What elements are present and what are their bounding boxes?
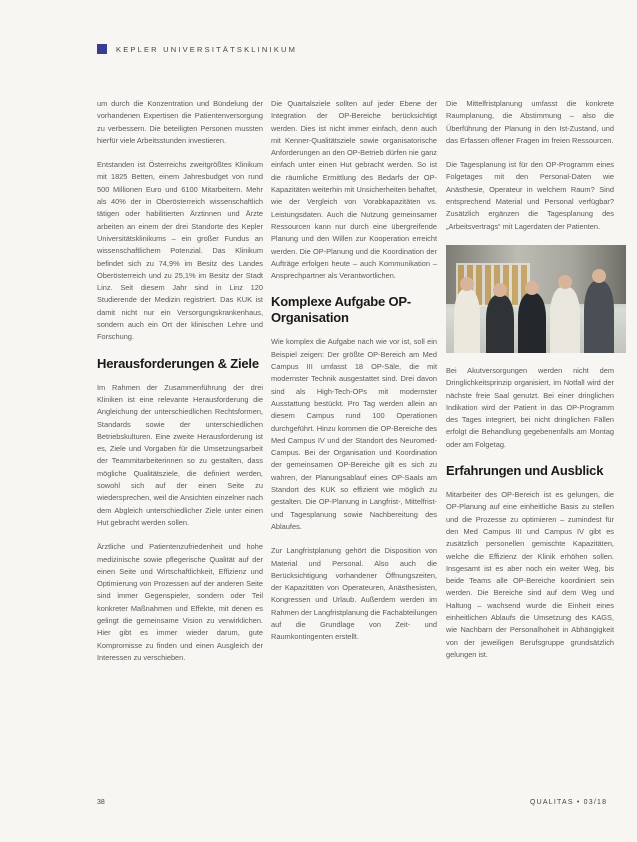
page-number: 38 (97, 799, 105, 806)
brand-square-icon (97, 44, 107, 54)
subheading: Komplexe Aufgabe OP-Organisation (271, 294, 411, 326)
column-1 (97, 98, 263, 676)
paragraph: Die Mittelfristplanung umfasst die konkrete Raumplanung, die Abstimmung – also die Überführung der Planung in den Ist-Zustand, und das Erfassen offener Fragen im freien Ressourcen. (446, 99, 614, 145)
paragraph: um durch die Konzentration und Bündelung der vorhandenen Expertisen die Patientenversorgung zu verbessern. Die beteiligten Personen mussten hierfür viele Arbeitsstunden investieren. (97, 99, 263, 145)
paragraph: Die Quartalsziele sollten auf jeder Ebene der Integration der OP-Bereiche berücksichtigt werden. Dies ist nicht immer einfach, denn auch mit Kenner-Qualitätsziele sowie organisatorische Anforderungen an den OP-Betrieb dürfen nie ganz einfach unter einen Hut gebracht werden. So ist die räumliche Ermittlung des Bedarfs der OP-Kapazitäten weiterhin mit Unsicherheiten behaftet, wie der Vergleich von Vorabkapazitäten vs. Leistungsdaten. Auch die Nutzung gemeinsamer Ressourcen kann nur durch eine übergreifende Planung und den Willen zur Kooperation erreicht werden. Die OP-Planung und die Koordination der Aufträge erfolgen heute – auch Kommunikation – Ansprechpartner als Verantwortlichen. (271, 99, 437, 281)
paragraph: Zur Langfristplanung gehört die Disposition von Material und Personal. Also auch die Berücksichtigung vorhandener Öffnungszeiten, der Kapazitäten von Operateuren, Anästhesisten, Kongressen und Urlaub. Außerdem werden im Rahmen der Langfristplanung die Fachabteilungen auf die Grundlage von Zeit- und Raumkontingenten erstellt. (271, 546, 437, 642)
paragraph: Im Rahmen der Zusammenführung der drei Kliniken ist eine relevante Herausforderung die Angleichung der unterschiedlichen Rechtsformen, Standards sowie der unterschiedlichen Betriebskulturen. Eine zweite Herausforderung ist es, Ziele und Vorgaben für die Umsetzungsarbeit der Teammitarbeiterinnen so zu gestalten, dass mögliche Qualitätsziele, die definiert werden, sowohl sich auf der einen Seite zu wiedersprechen, weil die Ansichten einzelner nach dem Abgleich unterschiedlicher Ziele unter einen Hut gebracht werden sollen. (97, 382, 263, 527)
column-2 (271, 98, 437, 656)
column-3 (446, 98, 614, 673)
subheading: Erfahrungen und Ausblick (446, 463, 604, 479)
subheading: Herausforderungen & Ziele (97, 355, 259, 371)
paragraph: Ärztliche und Patientenzufriedenheit und hohe medizinische sowie pflegerische Qualität auf der einen Seite und Wirtschaftlichkeit, Effizienz und Optimierung von Prozessen auf der anderen Seite sind immer Gegenspieler, sondern oder Teil konkreter Maßnahmen und Effekte, mit denen es gelingt die gemeinsame Vision zu verwirklichen. Hier gibt es immer wieder darum, gute Kompromisse zu finden und einen Ausgleich der Interessen zu verschieben. (97, 542, 263, 662)
paragraph: Mitarbeiter des OP-Bereich ist es gelungen, die OP-Planung auf eine einheitliche Basis zu stellen und die Prozesse zu optimieren – zumindest für den Med Campus III und Campus IV gibt es zusätzlich personellen gemischte Kapazitäten, welche die Effizienz der Klinik erhöhen sollen. Insgesamt ist es aber noch ein weiter Weg, bis beide Teams alle OP-Bereiche koordiniert sein werden. Die Bereiche sind auf dem Weg und Haltung – wachsend wurde die Einheit eines einheitlichen Ablaufs die Umsetzung des KAGS, wie Nachbarn der Personalhoheit in Abhängigkeit von der jeweiligen Berufsgruppe grundsätzlich gelungen ist. (446, 490, 614, 659)
section-kicker: KEPLER UNIVERSITÄTSKLINIKUM (116, 44, 298, 54)
paragraph: Bei Akutversorgungen werden nicht dem Dringlichkeitsprinzip organisiert, im Notfall wird der nächste freie Saal genutzt. Bei einer dringlichen Indikation wird der Patient in das OP-Programm des Tages integriert, bei nicht dringlichen Fällen erfolgt die Behandlung gegebenenfalls am Montag oder am Folgetag. (446, 365, 614, 449)
paragraph: Die Tagesplanung ist für den OP-Programm eines Folgetages mit den Personal-Daten wie Anästhesie, Operateur in welchem Raum? Sind entsprechend Material und Personal verfügbar? Zusätzlich ergänzen die Tagesplanung des „Arbeitsvertrags“ mit Lagerdaten der Patienten. (446, 160, 614, 231)
paragraph: Entstanden ist Österreichs zweitgrößtes Klinikum mit 1825 Betten, einem Jahresbudget von rund 500 Millionen Euro und 6100 Mitarbeitern. Mehr als 40% der in Oberösterreich wissenschaftlich tätigen oder habilitierten Ärztinnen und Ärzte arbeiten an einem der drei Standorte des Kepler Universitätsklinikums – ein großer Fundus an wissenschaftlichem Potenzial. Das Klinikum befindet sich zu 74,9% im Besitz des Landes Oberösterreich und zu 25,1% im Besitz der Stadt Linz. Seit diesem Jahr sind in Linz 120 Studierende der Medizin registriert. Das KUK ist damit nicht nur ein Versorgungskrankenhaus, sondern auch ein Ort der klinischen Lehre und Forschung. (97, 160, 263, 342)
magazine-issue: QUALITAS • 03/18 (530, 799, 608, 806)
team-photo (446, 245, 626, 353)
page-header (97, 44, 297, 54)
paragraph: Wie komplex die Aufgabe nach wie vor ist, soll ein Beispiel zeigen: Der größte OP-Bereich am Med Campus III umfasst 18 OP-Säle, die mit modernster Technik ausgestattet sind. Drei davon sind als High-Tech-OPs mit modernster Ausstattung bestückt. Pro Tag werden allein an diesem Campus rund 100 Operationen durchgeführt. Hinzu kommen die OP-Bereiche des Med Campus IV und der Standort des Neuromed-Campus. Bei der Organisation und Koordination der gemeinsamen OP-Bereiche gilt es sich zu wahren, der Planungsablauf eines OP-Saals am Standort des KUK so effizient wie möglich zu gestalten. Die OP-Planung in Langfrist-, Mittelfrist- und Tagesplanung sowie Nachbereitung des Ablaufes. (271, 337, 437, 531)
